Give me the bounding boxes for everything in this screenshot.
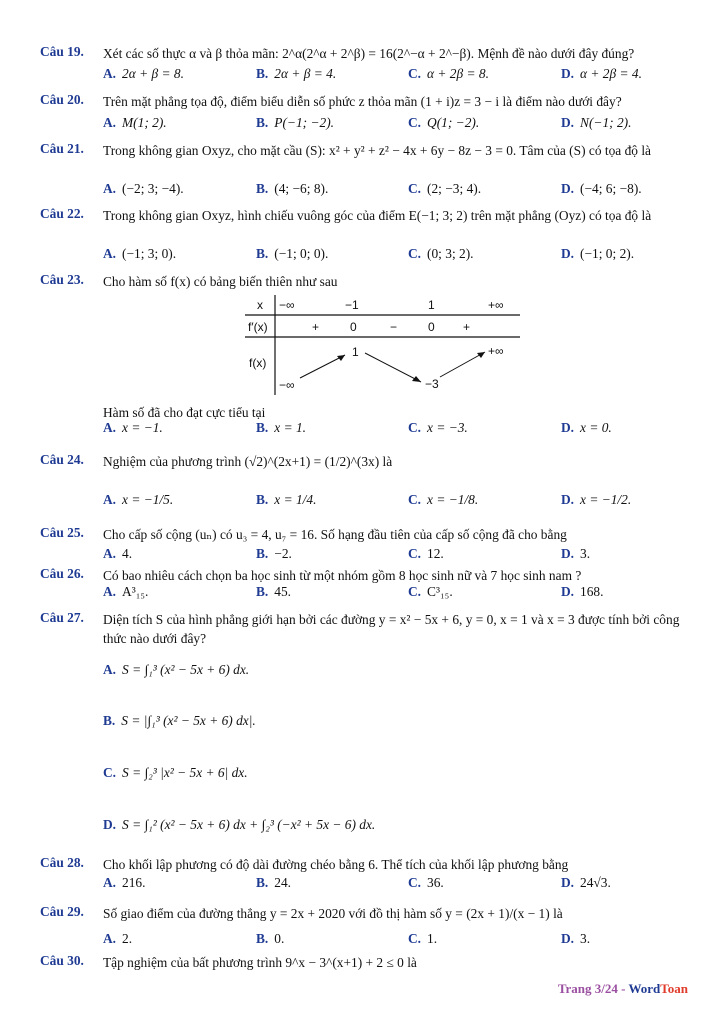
option-b[interactable]: B. x = 1. (256, 420, 306, 435)
question-text: Trong không gian Oxyz, hình chiếu vuông góc của điểm E(−1; 3; 2) trên mặt phẳng (Oyz) có tọa độ là (103, 208, 652, 223)
question-24 (40, 452, 690, 512)
option-a[interactable]: A. 216. (103, 875, 146, 890)
option-b[interactable]: B. 0. (256, 931, 285, 946)
brand-toan: Toan (660, 981, 688, 996)
f-value: +∞ (488, 344, 504, 358)
options-row (103, 875, 703, 894)
option-b[interactable]: B. S = |∫₁³ (x² − 5x + 6) dx|. (103, 713, 256, 728)
option-b[interactable]: B. −2. (256, 546, 292, 561)
arrow-up-1 (300, 355, 345, 378)
question-text: Trong không gian Oxyz, cho mặt cầu (S): x² + y² + z² − 4x + 6y − 8z − 3 = 0. Tâm của (S) có tọa độ là (103, 143, 651, 158)
x-value: +∞ (488, 298, 504, 312)
options-row (103, 931, 703, 950)
option-c[interactable]: C. 1. (408, 931, 438, 946)
option-c[interactable]: C. α + 2β = 8. (408, 66, 489, 81)
question-21 (40, 141, 690, 201)
option-a[interactable]: A. 2α + β = 8. (103, 66, 184, 81)
option-c[interactable]: C. Q(1; −2). (408, 115, 480, 130)
question-28 (40, 855, 690, 895)
question-23 (40, 272, 690, 292)
question-text: Có bao nhiêu cách chọn ba học sinh từ một nhóm gồm 8 học sinh nữ và 7 học sinh nam ? (103, 568, 582, 583)
options-row (103, 246, 703, 265)
question-text: Cho hàm số f(x) có bảng biến thiên như sau (103, 274, 338, 289)
question-text: Số giao điểm của đường thẳng y = 2x + 2020 với đồ thị hàm số y = (2x + 1)/(x − 1) là (103, 906, 563, 921)
option-d[interactable]: D. N(−1; 2). (561, 115, 632, 130)
options-row (103, 181, 703, 200)
options-row (103, 492, 703, 511)
option-d[interactable]: D. 3. (561, 546, 591, 561)
option-a[interactable]: A. (−2; 3; −4). (103, 181, 184, 196)
question-text: Diện tích S của hình phẳng giới hạn bởi các đường y = x² − 5x + 6, y = 0, x = 1 và x = 3 được tính bởi công thức nào dưới đây? (103, 612, 680, 646)
question-text: Hàm số đã cho đạt cực tiểu tại (103, 405, 266, 420)
sign: + (463, 320, 471, 334)
sign: − (390, 320, 398, 334)
option-d[interactable]: D. x = 0. (561, 420, 612, 435)
option-b[interactable]: B. (−1; 0; 0). (256, 246, 329, 261)
option-d[interactable]: D. 24√3. (561, 875, 611, 890)
question-text: Cho cấp số cộng (uₙ) có u₃ = 4, u₇ = 16. Số hạng đầu tiên của cấp số cộng đã cho bằng (103, 527, 567, 542)
option-c[interactable]: C. (0; 3; 2). (408, 246, 474, 261)
option-b[interactable]: B. (4; −6; 8). (256, 181, 329, 196)
option-a[interactable]: A. M(1; 2). (103, 115, 167, 130)
option-d[interactable]: D. (−1; 0; 2). (561, 246, 635, 261)
x-value: 1 (428, 298, 435, 312)
question-text: Cho khối lập phương có độ dài đường chéo bằng 6. Thể tích của khối lập phương bằng (103, 857, 569, 872)
option-c[interactable]: C. S = ∫₂³ |x² − 5x + 6| dx. (103, 765, 248, 780)
option-c[interactable]: C. C³₁₅. (408, 584, 453, 599)
options-row (103, 420, 703, 439)
question-label: Câu 19. (40, 44, 84, 59)
question-27 (40, 610, 690, 845)
question-label: Câu 26. (40, 566, 84, 581)
option-d[interactable]: D. 168. (561, 584, 604, 599)
question-label: Câu 23. (40, 272, 84, 287)
question-label: Câu 22. (40, 206, 84, 221)
option-d[interactable]: D. S = ∫₁² (x² − 5x + 6) dx + ∫₂³ (−x² + 5x − 6) dx. (103, 817, 376, 832)
row-label-fprime: f′(x) (248, 320, 268, 334)
option-b[interactable]: B. 45. (256, 584, 292, 599)
row-label-x: x (257, 298, 263, 312)
options-row (103, 584, 703, 603)
option-c[interactable]: C. x = −1/8. (408, 492, 479, 507)
question-22 (40, 206, 690, 266)
options-row (103, 546, 703, 565)
question-23-continued (40, 403, 690, 443)
question-label: Câu 25. (40, 525, 84, 540)
row-label-f: f(x) (249, 356, 267, 370)
page-number: Trang 3/24 - (557, 981, 626, 996)
question-label: Câu 30. (40, 953, 84, 968)
question-26 (40, 566, 690, 606)
question-label: Câu 21. (40, 141, 84, 156)
option-d[interactable]: D. x = −1/2. (561, 492, 632, 507)
option-a[interactable]: A. (−1; 3; 0). (103, 246, 177, 261)
variation-table (245, 295, 520, 395)
option-c[interactable]: C. x = −3. (408, 420, 468, 435)
question-label: Câu 29. (40, 904, 84, 919)
option-b[interactable]: B. x = 1/4. (256, 492, 317, 507)
question-label: Câu 20. (40, 92, 84, 107)
question-label: Câu 24. (40, 452, 84, 467)
question-text: Trên mặt phẳng tọa độ, điểm biểu diễn số phức z thỏa mãn (1 + i)z = 3 − i là điểm nào dưới đây? (103, 94, 622, 109)
options-row (103, 115, 703, 134)
question-30 (40, 953, 690, 975)
option-b[interactable]: B. P(−1; −2). (256, 115, 334, 130)
option-a[interactable]: A. A³₁₅. (103, 584, 149, 599)
arrow-up-2 (440, 352, 485, 377)
options-row (103, 66, 703, 85)
question-29 (40, 904, 690, 948)
f-value: −3 (425, 377, 439, 391)
page-footer (558, 981, 688, 997)
option-d[interactable]: D. α + 2β = 4. (561, 66, 642, 81)
brand-word: Word (628, 981, 661, 996)
x-value: −∞ (279, 298, 295, 312)
option-c[interactable]: C. 12. (408, 546, 444, 561)
question-label: Câu 28. (40, 855, 84, 870)
question-label: Câu 27. (40, 610, 84, 625)
question-text: Nghiệm của phương trình (√2)^(2x+1) = (1/2)^(3x) là (103, 454, 393, 469)
f-value: −∞ (279, 378, 295, 392)
question-text: Tập nghiệm của bất phương trình 9^x − 3^(x+1) + 2 ≤ 0 là (103, 955, 417, 970)
variation-table-graphic (245, 295, 520, 395)
option-a[interactable]: A. S = ∫₁³ (x² − 5x + 6) dx. (103, 662, 250, 677)
f-value: 1 (352, 345, 359, 359)
option-d[interactable]: D. 3. (561, 931, 591, 946)
question-text: Xét các số thực α và β thỏa mãn: 2^α(2^α + 2^β) = 16(2^−α + 2^−β). Mệnh đề nào dưới đây đúng? (103, 46, 635, 61)
option-a[interactable]: A. 2. (103, 931, 133, 946)
question-25 (40, 525, 690, 565)
sign: + (312, 320, 320, 334)
option-d[interactable]: D. (−4; 6; −8). (561, 181, 642, 196)
sign: 0 (428, 320, 435, 334)
arrow-down (365, 353, 421, 382)
question-19 (40, 44, 690, 84)
option-c[interactable]: C. 36. (408, 875, 444, 890)
question-20 (40, 92, 690, 132)
option-b[interactable]: B. 24. (256, 875, 292, 890)
option-c[interactable]: C. (2; −3; 4). (408, 181, 482, 196)
option-b[interactable]: B. 2α + β = 4. (256, 66, 337, 81)
x-value: −1 (345, 298, 359, 312)
sign: 0 (350, 320, 357, 334)
option-a[interactable]: A. x = −1. (103, 420, 163, 435)
option-a[interactable]: A. 4. (103, 546, 133, 561)
option-a[interactable]: A. x = −1/5. (103, 492, 174, 507)
